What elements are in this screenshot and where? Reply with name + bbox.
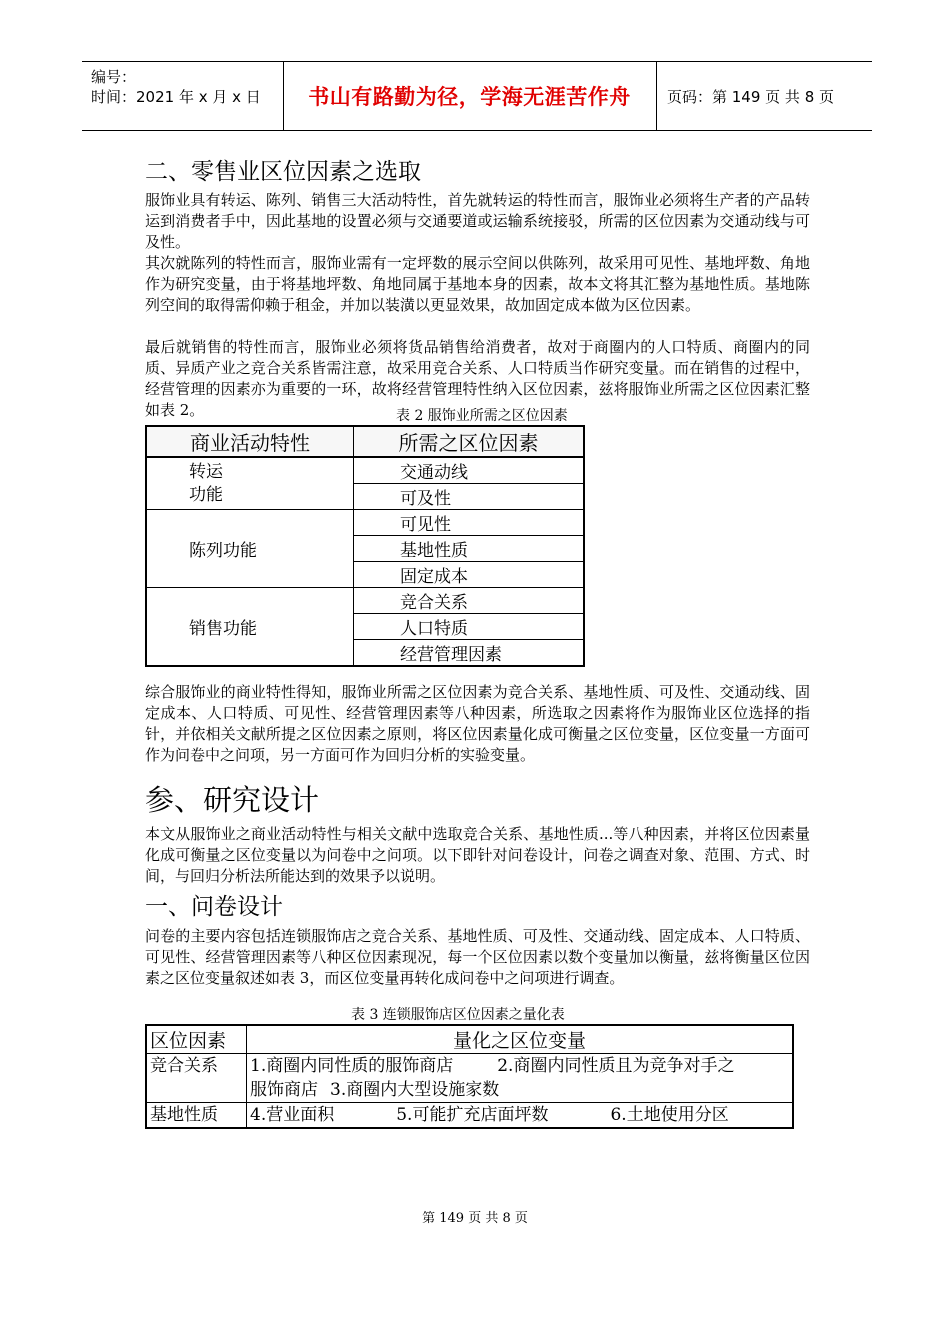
page-footer: 第 149 页 共 8 页: [422, 1211, 528, 1226]
section-title-location-factors: 二、零售业区位因素之选取: [145, 159, 421, 185]
variables-cell: 4.营业面积 5.可能扩充店面坪数 6.土地使用分区: [247, 1103, 794, 1129]
header-motto: [283, 62, 657, 130]
paragraph-sales: 最后就销售的特性而言，服饰业必须将货品销售给消费者，故对于商圈内的人口特质、商圈内的同质、异质产业之竞合关系皆需注意，故采用竞合关系、人口特质当作研究变量。而在销售的过程中，经营管理的因素亦为重要的一环，故将经营管理特性纳入区位因素，兹将服饰业所需之区位因素汇整如表 2。: [145, 338, 810, 419]
activity-transport: 转运 功能: [146, 457, 354, 510]
paragraph-research-intro: 本文从服饰业之商业活动特性与相关文献中选取竞合关系、基地性质...等八种因素，并将区位因素量化成可衡量之区位变量以为问卷中之问项。以下即针对问卷设计，问卷之调查对象、范围、方式、时间，与回归分析法所能达到的效果予以说明。: [145, 825, 810, 885]
table2-header-factor: 所需之区位因素: [354, 426, 585, 457]
table-row: [146, 457, 584, 484]
table2-caption: 表 2 服饰业所需之区位因素: [396, 408, 568, 424]
table-row: [146, 1103, 793, 1129]
factor-cell: 交通动线: [354, 457, 585, 484]
table2-header-activity: 商业活动特性: [146, 426, 354, 457]
activity-display: 陈列功能: [146, 510, 354, 588]
factor-cell: 基地性质: [146, 1103, 247, 1129]
subsection-title-questionnaire: 一、问卷设计: [145, 894, 283, 920]
factor-cell: 可见性: [354, 510, 585, 536]
variables-cell: 1.商圈内同性质的服饰商店 2.商圈内同性质且为竞争对手之 服饰商店 3.商圈内大型设施家数: [247, 1054, 794, 1103]
table2-location-factors: [145, 425, 585, 667]
table-row: [146, 1054, 793, 1103]
activity-sales: 销售功能: [146, 588, 354, 667]
table3-header-factor: 区位因素: [146, 1025, 247, 1054]
factor-cell: 基地性质: [354, 536, 585, 562]
paragraph-summary: 综合服饰业的商业特性得知，服饰业所需之区位因素为竞合关系、基地性质、可及性、交通动线、固定成本、人口特质、可见性、经营管理因素等八种因素，所选取之因素将作为服饰业区位选择的指针，并依相关文献所提之区位因素之原则，将区位因素量化成可衡量之区位变量，区位变量一方面可作为问卷中之问项，另一方面可作为回归分析的实验变量。: [145, 683, 810, 764]
motto-text: 书山有路勤为径，学海无涯苦作舟: [308, 85, 631, 109]
header-meta: [82, 62, 284, 130]
factor-cell: 固定成本: [354, 562, 585, 588]
factor-cell: 竞合关系: [354, 588, 585, 614]
time-label: 时间：2021 年 x 月 x 日: [91, 88, 261, 106]
table3-caption: 表 3 连锁服饰店区位因素之量化表: [351, 1007, 565, 1023]
factor-cell: 人口特质: [354, 614, 585, 640]
paragraph-display: 其次就陈列的特性而言，服饰业需有一定坪数的展示空间以供陈列，故采用可见性、基地坪数、角地作为研究变量，由于将基地坪数、角地同属于基地本身的因素，故本文将其汇整为基地性质。基地陈列空间的取得需仰赖于租金，并加以装潢以更显效果，故加固定成本做为区位因素。: [145, 254, 810, 314]
factor-cell: 竞合关系: [146, 1054, 247, 1103]
table3-quantification: [145, 1024, 794, 1129]
serial-label: 编号：: [91, 68, 137, 86]
paragraph-transport: 服饰业具有转运、陈列、销售三大活动特性，首先就转运的特性而言，服饰业必须将生产者的产品转运到消费者手中，因此基地的设置必须与交通要道或运输系统接驳，所需的区位因素为交通动线与可及性。: [145, 191, 810, 251]
factor-cell: 经营管理因素: [354, 640, 585, 667]
section-title-research-design: 参、研究设计: [145, 783, 320, 817]
factor-cell: 可及性: [354, 484, 585, 510]
header-page-info: 页码：第 149 页 共 8 页: [667, 87, 835, 106]
table-row: [146, 588, 584, 614]
page-header: [82, 61, 872, 131]
paragraph-questionnaire: 问卷的主要内容包括连锁服饰店之竞合关系、基地性质、可及性、交通动线、固定成本、人口特质、可见性、经营管理因素等八种区位因素现况，每一个区位因素以数个变量加以衡量，兹将衡量区位因素之区位变量叙述如表 3，而区位变量再转化成问卷中之问项进行调查。: [145, 927, 810, 987]
table3-header-variables: 量化之区位变量: [247, 1025, 794, 1054]
table-row: [146, 510, 584, 536]
